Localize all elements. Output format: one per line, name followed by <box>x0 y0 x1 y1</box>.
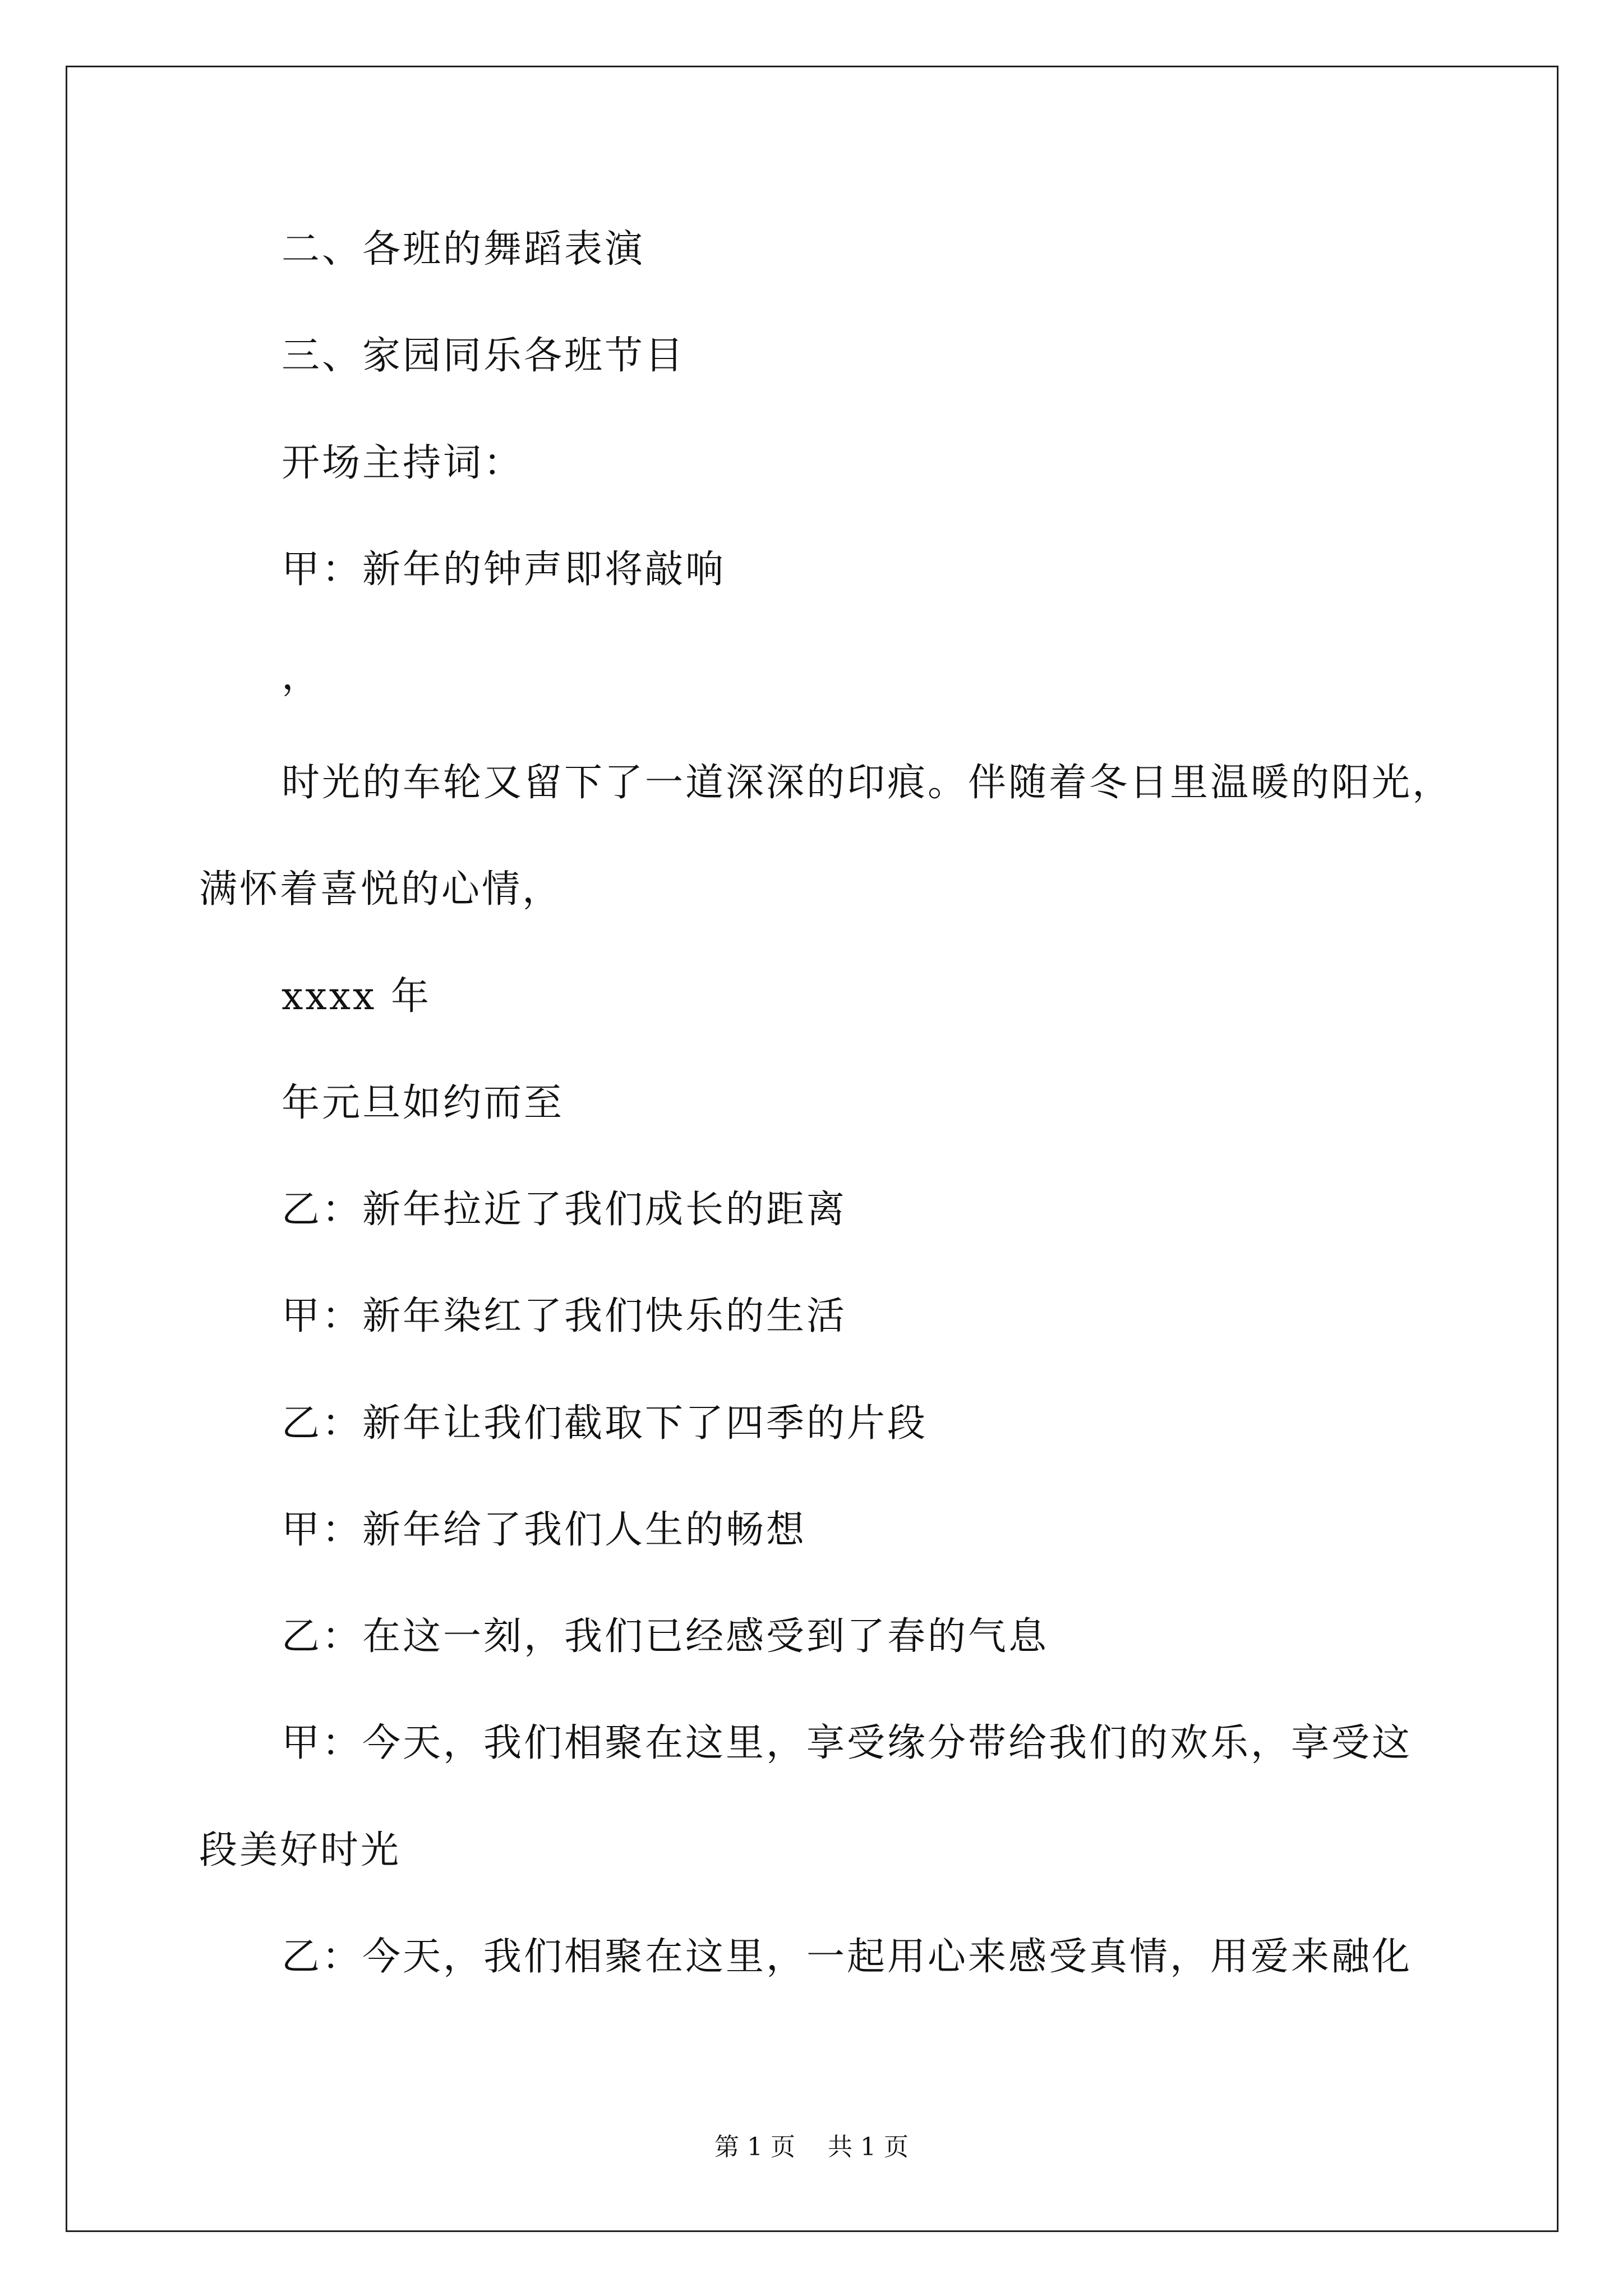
paragraph-line: 甲：今天，我们相聚在这里，享受缘分带给我们的欢乐，享受这 <box>282 1721 1413 1765</box>
paragraph-line: 甲：新年染红了我们快乐的生活 <box>282 1294 847 1338</box>
paragraph-line: 时光的车轮又留下了一道深深的印痕。伴随着冬日里温暖的阳光， <box>282 761 1453 805</box>
paragraph-line: ， <box>282 654 322 698</box>
paragraph-line: 开场主持词： <box>282 441 524 485</box>
page-number: 第 1 页 <box>714 2133 795 2161</box>
paragraph-line: 满怀着喜悦的心情， <box>199 867 563 912</box>
paragraph-line: 乙：新年让我们截取下了四季的片段 <box>282 1401 928 1446</box>
paragraph-line: xxxx 年 <box>282 974 432 1019</box>
paragraph-line: 甲：新年的钟声即将敲响 <box>282 547 726 592</box>
paragraph-line: 甲：新年给了我们人生的畅想 <box>282 1508 807 1552</box>
paragraph-line: 三、家园同乐各班节目 <box>282 334 686 378</box>
paragraph-line: 乙：今天，我们相聚在这里，一起用心来感受真情，用爱来融化 <box>282 1935 1413 1979</box>
page-border <box>66 66 1559 2232</box>
page-footer <box>0 2133 1623 2162</box>
paragraph-line: 乙：在这一刻，我们已经感受到了春的气息 <box>282 1614 1049 1659</box>
paragraph-line: 段美好时光 <box>199 1828 402 1872</box>
page-total: 共 1 页 <box>828 2133 909 2161</box>
paragraph-line: 年元旦如约而至 <box>282 1081 565 1125</box>
paragraph-line: 二、各班的舞蹈表演 <box>282 227 645 272</box>
paragraph-line: 乙：新年拉近了我们成长的距离 <box>282 1188 847 1232</box>
